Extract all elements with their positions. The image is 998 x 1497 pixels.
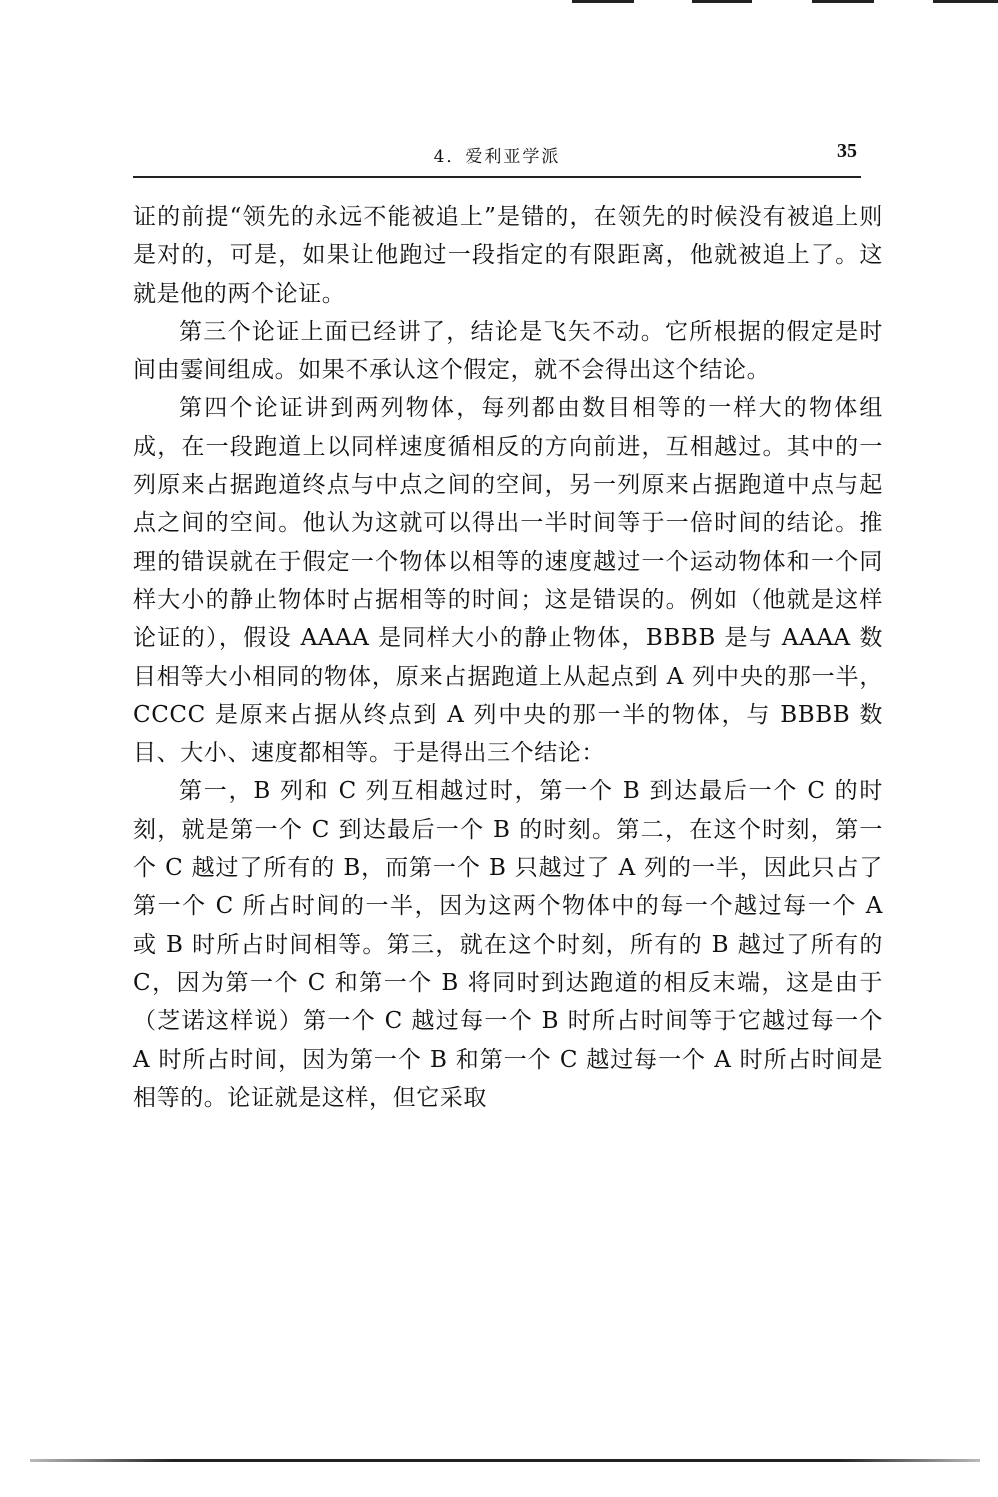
scan-mark [692, 0, 752, 3]
scan-mark [812, 0, 874, 3]
running-header [133, 140, 861, 178]
paragraph: 第一，B 列和 C 列互相越过时，第一个 B 到达最后一个 C 的时刻，就是第一个 C 到达最后一个 B 的时刻。第二，在这个时刻，第一个 C 越过了所有的 B，而第一个 B 只越过了 A 列的一半，因此只占了第一个 C 所占时间的一半，因为这两个物体中的每一个越过每一个 A 或 B 时所占时间相等。第三，就在这个时刻，所有的 B 越过了所有的 C，因为第一个 C 和第一个 B 将同时到达跑道的相反末端，这是由于（芝诺这样说）第一个 C 越过每一个 B 时所占时间等于它越过每一个 A 时所占时间，因为第一个 B 和第一个 C 越过每一个 A 时所占时间是相等的。论证就是这样，但它采取 [133, 778, 883, 1111]
scan-mark [933, 0, 998, 3]
paragraph: 第四个论证讲到两列物体，每列都由数目相等的一样大的物体组成，在一段跑道上以同样速度循相反的方向前进，互相越过。其中的一列原来占据跑道终点与中点之间的空间，另一列原来占据跑道中点与起点之间的空间。他认为这就可以得出一半时间等于一倍时间的结论。推理的错误就在于假定一个物体以相等的速度越过一个运动物体和一个同样大小的静止物体时占据相等的时间；这是错误的。例如（他就是这样论证的），假设 AAAA 是同样大小的静止物体，BBBB 是与 AAAA 数目相等大小相同的物体，原来占据跑道上从起点到 A 列中央的那一半，CCCC 是原来占据从终点到 A 列中央的那一半的物体，与 BBBB 数目、大小、速度都相等。于是得出三个结论： [133, 395, 883, 767]
chapter-title: 4．爱利亚学派 [433, 147, 561, 167]
bottom-scan-rule [30, 1459, 980, 1462]
scan-edge-marks [0, 0, 998, 10]
paragraph: 证的前提“领先的永远不能被追上”是错的，在领先的时候没有被追上则是对的，可是，如果让他跑过一段指定的有限距离，他就被追上了。这就是他的两个论证。 [133, 204, 883, 307]
body-text [133, 198, 883, 1117]
paragraph: 第三个论证上面已经讲了，结论是飞矢不动。它所根据的假定是时间由霎间组成。如果不承认这个假定，就不会得出这个结论。 [133, 318, 883, 384]
scan-mark [572, 0, 634, 3]
page-number: 35 [837, 140, 857, 162]
